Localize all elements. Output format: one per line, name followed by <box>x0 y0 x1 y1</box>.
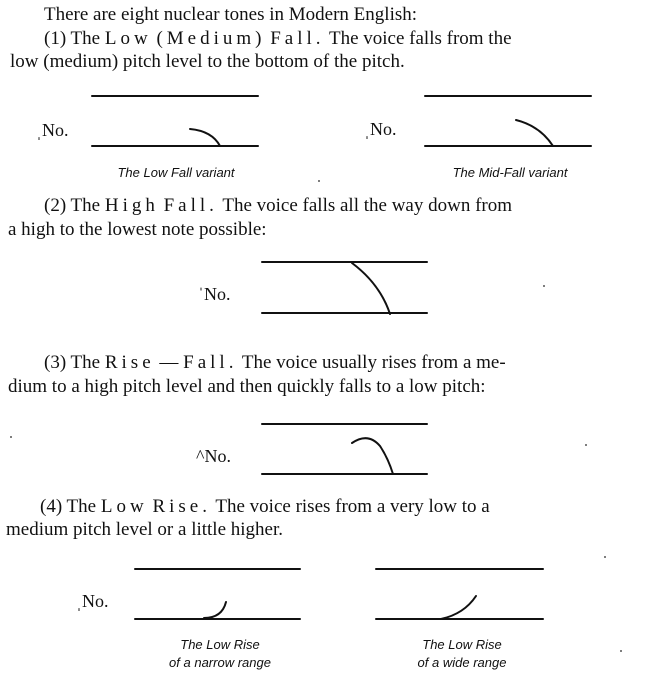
high-fall-contour <box>352 263 390 314</box>
low-rise-narrow-contour <box>204 602 226 618</box>
scan-speck <box>620 650 622 652</box>
tone-1-caption-left: The Low Fall variant <box>117 165 235 180</box>
tone-4-name-low: Low <box>100 496 148 517</box>
tone-1-desc-1: The voice falls from the <box>328 28 512 49</box>
tone-4-caption-left-line-1: The Low Rise <box>180 637 260 652</box>
tone-4-desc-2: medium pitch level or a little higher. <box>6 519 284 540</box>
tone-1-name-medium: (Medium) <box>156 28 266 49</box>
tone-3-desc-1: The voice usually rises from a me- <box>241 352 506 373</box>
tone-2-name-high: High <box>104 195 159 216</box>
tone-2-number: (2) The <box>44 195 101 216</box>
tone-3-desc-2: dium to a high pitch level and then quickly falls to a low pitch: <box>8 376 486 397</box>
tone-2-example: ˈNo. <box>198 284 231 304</box>
tone-4-caption-right-line-2: of a wide range <box>417 655 507 670</box>
scan-speck <box>604 556 606 558</box>
tone-4-example: ˌNo. <box>76 591 109 611</box>
tone-1-desc-2: low (medium) pitch level to the bottom of the pitch. <box>10 51 405 72</box>
tone-1-example-right: ˌNo. <box>364 119 397 139</box>
scan-speck <box>10 436 12 438</box>
tone-1-example-left: ˌNo. <box>36 120 69 140</box>
tone-3-name-fall: Fall. <box>183 352 238 373</box>
tone-2-name-fall: Fall. <box>163 195 218 216</box>
tone-2-desc-2: a high to the lowest note possible: <box>8 219 267 240</box>
scan-speck <box>543 285 545 287</box>
tone-3-dash: — <box>159 352 179 373</box>
tone-4-desc-1: The voice rises from a very low to a <box>215 496 490 517</box>
tone-4-name-rise: Rise. <box>152 496 211 517</box>
tone-3-number: (3) The <box>44 352 101 373</box>
mid-fall-contour <box>516 120 553 146</box>
scan-speck <box>318 180 320 182</box>
rise-fall-contour <box>352 438 393 474</box>
tone-3-example: ^No. <box>196 446 231 466</box>
tone-4-caption-right-line-1: The Low Rise <box>422 637 502 652</box>
low-rise-wide-contour <box>441 596 476 619</box>
tone-1-name-low: Low <box>104 28 152 49</box>
tone-1-caption-right: The Mid-Fall variant <box>452 165 568 180</box>
intro-text: There are eight nuclear tones in Modern English: <box>44 4 418 25</box>
tone-3-name-rise: Rise <box>104 352 155 373</box>
tone-1-number: (1) The <box>44 28 101 49</box>
tone-2-desc-1: The voice falls all the way down from <box>222 195 513 216</box>
tone-4-caption-left-line-2: of a narrow range <box>169 655 271 670</box>
low-fall-contour <box>190 129 220 146</box>
tone-1-name-fall: Fall. <box>270 28 325 49</box>
tone-4-number: (4) The <box>40 496 97 517</box>
scan-speck <box>585 444 587 446</box>
